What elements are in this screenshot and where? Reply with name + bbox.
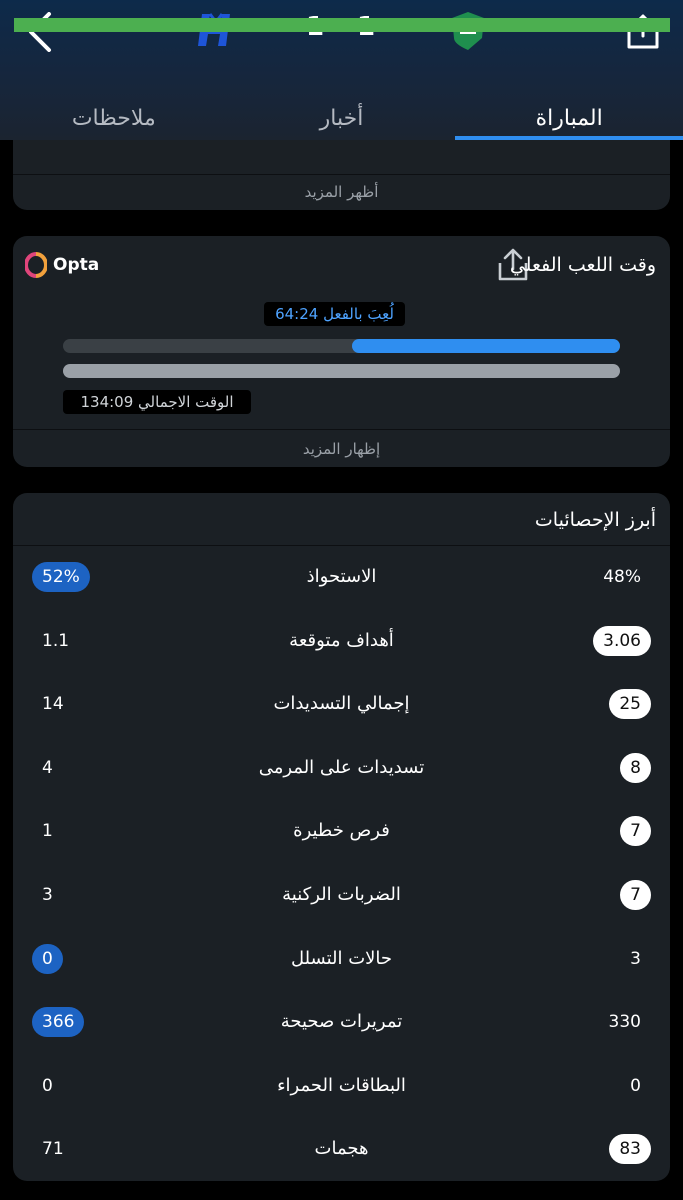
stat-value-away: 3 [630, 948, 641, 969]
stat-value-home: 0 [42, 1075, 53, 1096]
share-button[interactable] [621, 10, 665, 54]
tab-bar [0, 100, 683, 140]
stat-value-home: 4 [42, 757, 53, 778]
stat-value-home: 52% [32, 562, 90, 592]
divider [13, 545, 670, 546]
stat-row [13, 748, 670, 788]
stat-value-away: 7 [620, 880, 651, 910]
stat-row [13, 621, 670, 661]
stat-value-home: 366 [32, 1007, 84, 1037]
tab-notes[interactable]: ملاحظات [71, 106, 156, 131]
green-progress-bar [14, 18, 670, 32]
total-time-label: الوقت الاجمالي 134:09 [63, 390, 251, 414]
tab-match[interactable]: المباراة [455, 100, 683, 140]
show-more-button[interactable]: إظهار المزيد [302, 440, 381, 458]
stat-label: الضربات الركنية [282, 884, 401, 905]
stat-row [13, 811, 670, 851]
stat-row [13, 939, 670, 979]
show-more-button[interactable]: أظهر المزيد [304, 183, 379, 201]
total-time-bar [63, 364, 620, 378]
stat-value-home: 1.1 [42, 630, 70, 651]
stat-label: فرص خطيرة [293, 820, 390, 842]
stat-value-home: 3 [42, 885, 53, 905]
stat-value-home: 1 [42, 821, 53, 842]
stat-label: الاستحواذ [306, 566, 377, 587]
tab-news[interactable]: أخبار [319, 106, 364, 131]
stat-value-away: 330 [608, 1012, 641, 1033]
stat-value-away: 25 [609, 689, 651, 719]
stat-row [13, 875, 670, 915]
stat-label: البطاقات الحمراء [277, 1074, 406, 1096]
stat-value-home: 71 [42, 1139, 64, 1160]
stat-label: تمريرات صحيحة [280, 1011, 403, 1033]
stat-value-away: 0 [630, 1075, 641, 1096]
stat-value-away: 3.06 [593, 626, 651, 656]
stat-value-away: 7 [620, 816, 651, 846]
opta-label: Opta [53, 255, 100, 275]
stat-row [13, 684, 670, 724]
effective-time-label: لُعِبَ بالفعل 64:24 [264, 302, 405, 326]
stat-value-away: 48% [603, 567, 641, 587]
top-stats-card [13, 493, 670, 1181]
effective-time-fill [352, 339, 620, 353]
stat-value-home: 14 [42, 694, 64, 715]
stat-row [13, 1066, 670, 1106]
playtime-title: وقت اللعب الفعلي [509, 254, 656, 276]
stat-label: إجمالي التسديدات [273, 693, 410, 715]
stat-value-away: 8 [620, 753, 651, 783]
stat-label: حالات التسلل [290, 947, 393, 969]
stat-row [13, 1002, 670, 1042]
stat-row [13, 557, 670, 597]
effective-time-bar [63, 339, 620, 353]
opta-logo [25, 250, 99, 280]
stat-label: تسديدات على المرمى [258, 756, 425, 778]
stat-value-home: 0 [32, 944, 63, 974]
stat-value-away: 83 [609, 1134, 651, 1164]
stats-title: أبرز الإحصائيات [534, 509, 656, 531]
stat-label: أهداف متوقعة [289, 629, 394, 651]
stat-row [13, 1129, 670, 1169]
opta-logo-icon [25, 252, 47, 278]
back-button[interactable] [18, 10, 62, 54]
effective-playtime-card [13, 236, 670, 467]
previous-section-card [13, 140, 670, 210]
divider [13, 429, 670, 430]
stat-label: هجمات [314, 1138, 369, 1160]
